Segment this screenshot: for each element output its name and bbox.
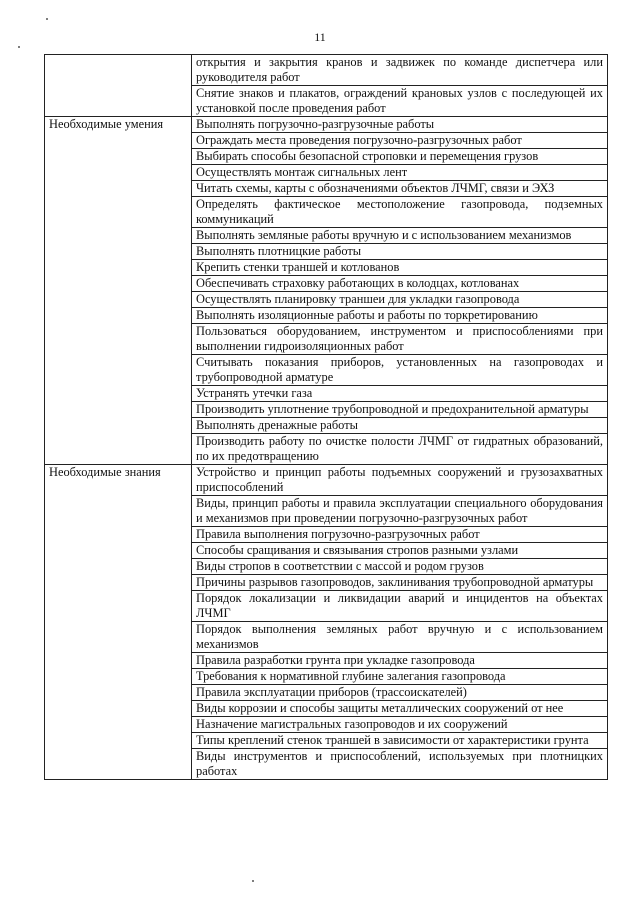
- requirement-item: Правила разработки грунта при укладке газопровода: [192, 653, 608, 669]
- requirement-item: Осуществлять планировку траншеи для укладки газопровода: [192, 292, 608, 308]
- competency-table: [44, 54, 608, 780]
- requirement-item: Способы сращивания и связывания стропов разными узлами: [192, 543, 608, 559]
- requirement-item: Типы креплений стенок траншей в зависимости от характеристики грунта: [192, 733, 608, 749]
- scan-speck: [252, 880, 254, 882]
- requirement-item: Правила эксплуатации приборов (трассоискателей): [192, 685, 608, 701]
- requirement-item: открытия и закрытия кранов и задвижек по команде диспетчера или руководителя работ: [192, 55, 608, 86]
- requirement-item: Производить уплотнение трубопроводной и предохранительной арматуры: [192, 402, 608, 418]
- table-row: [45, 55, 608, 86]
- section-label: [45, 55, 192, 117]
- requirement-item: Виды инструментов и приспособлений, используемых при плотницких работах: [192, 749, 608, 780]
- requirement-item: Выполнять дренажные работы: [192, 418, 608, 434]
- requirement-item: Читать схемы, карты с обозначениями объектов ЛЧМГ, связи и ЭХЗ: [192, 181, 608, 197]
- requirement-item: Пользоваться оборудованием, инструментом и приспособлениями при выполнении гидроизоляционных работ: [192, 324, 608, 355]
- requirement-item: Определять фактическое местоположение газопровода, подземных коммуникаций: [192, 197, 608, 228]
- requirement-item: Порядок выполнения земляных работ вручную и с использованием механизмов: [192, 622, 608, 653]
- requirement-item: Правила выполнения погрузочно-разгрузочных работ: [192, 527, 608, 543]
- requirement-item: Виды коррозии и способы защиты металлических сооружений от нее: [192, 701, 608, 717]
- competency-table-body: [45, 55, 608, 780]
- scan-speck: [18, 46, 20, 48]
- page-number: 11: [314, 30, 326, 44]
- requirement-item: Причины разрывов газопроводов, заклинивания трубопроводной арматуры: [192, 575, 608, 591]
- requirement-item: Ограждать места проведения погрузочно-разгрузочных работ: [192, 133, 608, 149]
- section-label: Необходимые знания: [45, 465, 192, 780]
- table-row: [45, 117, 608, 133]
- requirement-item: Устранять утечки газа: [192, 386, 608, 402]
- requirement-item: Снятие знаков и плакатов, ограждений крановых узлов с последующей их установкой после проведения работ: [192, 86, 608, 117]
- requirement-item: Устройство и принцип работы подъемных сооружений и грузозахватных приспособлений: [192, 465, 608, 496]
- requirement-item: Выполнять земляные работы вручную и с использованием механизмов: [192, 228, 608, 244]
- table-row: [45, 465, 608, 496]
- requirement-item: Порядок локализации и ликвидации аварий и инцидентов на объектах ЛЧМГ: [192, 591, 608, 622]
- requirement-item: Осуществлять монтаж сигнальных лент: [192, 165, 608, 181]
- requirement-item: Выполнять изоляционные работы и работы по торкретированию: [192, 308, 608, 324]
- requirement-item: Виды стропов в соответствии с массой и родом грузов: [192, 559, 608, 575]
- requirement-item: Считывать показания приборов, установленных на газопроводах и трубопроводной арматуре: [192, 355, 608, 386]
- requirement-item: Выполнять погрузочно-разгрузочные работы: [192, 117, 608, 133]
- requirement-item: Крепить стенки траншей и котлованов: [192, 260, 608, 276]
- requirement-item: Требования к нормативной глубине залегания газопровода: [192, 669, 608, 685]
- requirement-item: Виды, принцип работы и правила эксплуатации специального оборудования и механизмов при проведении погрузочно-разгрузочных работ: [192, 496, 608, 527]
- requirement-item: Выполнять плотницкие работы: [192, 244, 608, 260]
- section-label: Необходимые умения: [45, 117, 192, 465]
- requirement-item: Обеспечивать страховку работающих в колодцах, котлованах: [192, 276, 608, 292]
- scan-speck: [46, 18, 48, 20]
- requirement-item: Производить работу по очистке полости ЛЧМГ от гидратных образований, по их предотвращению: [192, 434, 608, 465]
- requirement-item: Выбирать способы безопасной строповки и перемещения грузов: [192, 149, 608, 165]
- requirement-item: Назначение магистральных газопроводов и их сооружений: [192, 717, 608, 733]
